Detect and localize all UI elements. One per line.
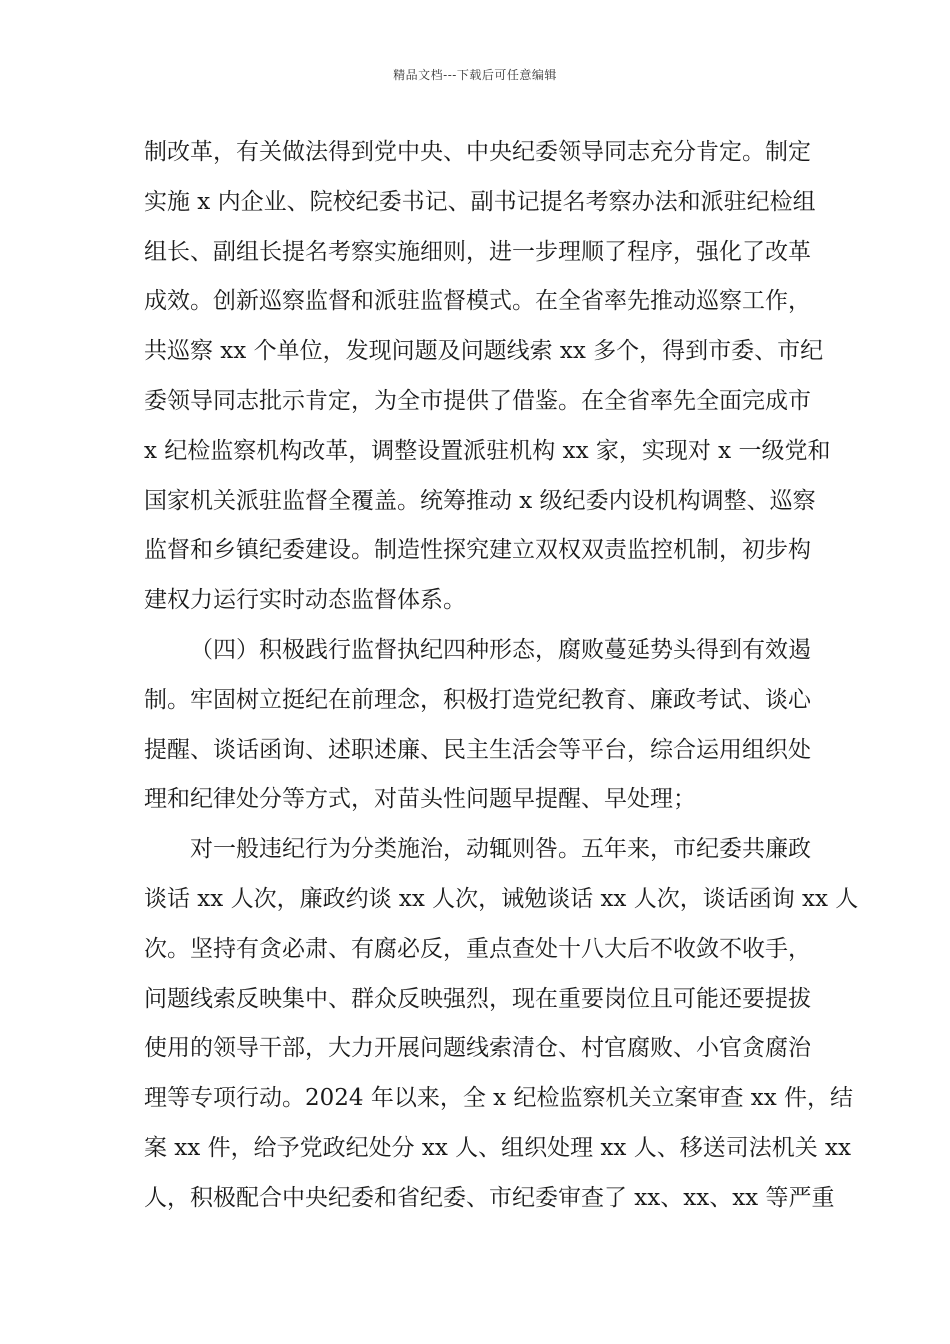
text-line: 案 xx 件，给予党政纪处分 xx 人、组织处理 xx 人、移送司法机关 xx [144, 1134, 851, 1161]
text-line: 理和纪律处分等方式，对苗头性问题早提醒、早处理； [144, 786, 696, 813]
paragraph-3 [144, 825, 859, 1223]
text-line: 制改革，有关做法得到党中央、中央纪委领导同志充分肯定。制定 [144, 139, 811, 165]
document-body [144, 128, 859, 1224]
paragraph-2 [144, 626, 811, 825]
text-line: 国家机关派驻监督全覆盖。统筹推动 x 级纪委内设机构调整、巡察 [144, 487, 816, 514]
text-line: 对一般违纪行为分类施治，动辄则咎。五年来，市纪委共廉政 [190, 836, 811, 863]
text-line: x 纪检监察机构改革，调整设置派驻机构 xx 家，实现对 x 一级党和 [144, 437, 831, 464]
text-line: 委领导同志批示肯定，为全市提供了借鉴。在全省率先全面完成市 [144, 387, 811, 414]
text-line: 共巡察 xx 个单位，发现问题及问题线索 xx 多个，得到市委、市纪 [144, 338, 824, 365]
text-line: 建权力运行实时动态监督体系。 [144, 587, 466, 614]
page-header: 精品文档---下载后可任意编辑 [393, 68, 557, 82]
text-line: 提醒、谈话函询、述职述廉、民主生活会等平台，综合运用组织处 [144, 736, 811, 763]
text-line: 人，积极配合中央纪委和省纪委、市纪委审查了 xx、xx、xx 等严重 [144, 1184, 835, 1211]
paragraph-1 [144, 128, 831, 626]
text-line: 次。坚持有贪必肃、有腐必反，重点查处十八大后不收敛不收手， [144, 935, 811, 962]
text-line: 监督和乡镇纪委建设。制造性探究建立双权双责监控机制，初步构 [144, 537, 811, 564]
text-line: 理等专项行动。2024 年以来，全 x 纪检监察机关立案审查 xx 件，结 [144, 1085, 854, 1112]
text-line: 实施 x 内企业、院校纪委书记、副书记提名考察办法和派驻纪检组 [144, 188, 816, 215]
text-line: 使用的领导干部，大力开展问题线索清仓、村官腐败、小官贪腐治 [144, 1035, 811, 1062]
text-line: （四）积极践行监督执纪四种形态，腐败蔓延势头得到有效遏 [190, 636, 811, 663]
text-line: 制。牢固树立挺纪在前理念，积极打造党纪教育、廉政考试、谈心 [144, 686, 811, 713]
text-line: 成效。创新巡察监督和派驻监督模式。在全省率先推动巡察工作， [144, 288, 811, 315]
text-line: 组长、副组长提名考察实施细则，进一步理顺了程序，强化了改革 [144, 238, 811, 265]
text-line: 谈话 xx 人次，廉政约谈 xx 人次，诫勉谈话 xx 人次，谈话函询 xx 人 [144, 885, 859, 912]
text-line: 问题线索反映集中、群众反映强烈，现在重要岗位且可能还要提拔 [144, 985, 811, 1012]
